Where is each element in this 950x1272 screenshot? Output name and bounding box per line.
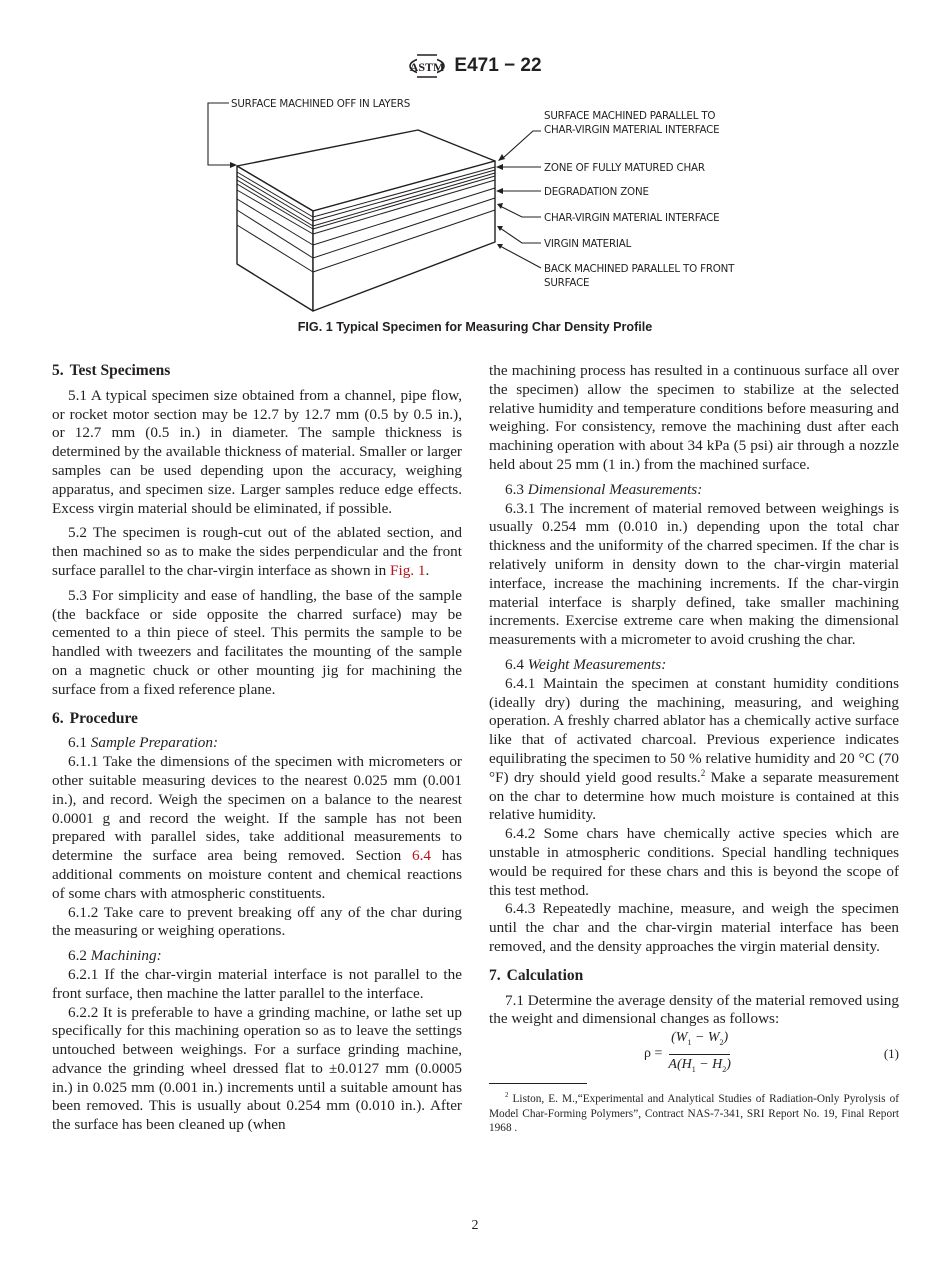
paragraph-6-4-2: 6.4.2 Some chars have chemically active species which are unstable in atmospheric conditions. Special handling techniques would be required for these chars and this is beyond the scope of this test method.: [489, 825, 899, 899]
label-surface-parallel-2: CHAR-VIRGIN MATERIAL INTERFACE: [544, 124, 720, 136]
section-6-heading: 6. Procedure: [52, 709, 138, 727]
paragraph-6-1-2: 6.1.2 Take care to prevent breaking off any of the char during the measuring or weighing operations.: [52, 903, 462, 940]
svg-text:ASTM: ASTM: [410, 60, 445, 74]
label-surface-machined-off: SURFACE MACHINED OFF IN LAYERS: [231, 98, 411, 110]
paragraph-6-4: 6.4 Weight Measurements:: [505, 655, 667, 673]
equation-1: [489, 1030, 899, 1075]
paragraph-6-1: 6.1 Sample Preparation:: [68, 734, 219, 752]
label-degradation-zone: DEGRADATION ZONE: [544, 186, 649, 198]
figure-1-specimen-diagram: [200, 90, 760, 320]
left-column: [52, 362, 462, 1135]
label-virgin-material: VIRGIN MATERIAL: [544, 238, 632, 250]
paragraph-5-1: 5.1 A typical specimen size obtained from a channel, pipe flow, or rocket motor section may be 12.7 by 12.7 mm (0.5 by 0.5 in.), or 12.7 mm (0.5 in.) in diameter. The sample thickness is determined by the available thickness of material. Smaller or larger samples can be used depending upon the accuracy, weighing apparatus, and specimen size. Larger samples reduce edge effects. Excess virgin material should be eliminated, if possible.: [52, 386, 462, 517]
section-7-heading: 7. Calculation: [489, 966, 584, 984]
paragraph-5-3: 5.3 For simplicity and ease of handling, the base of the sample (the backface or side opposite the charred surface) may be cemented to a thin piece of steel. This permits the sample to be handled with tweezers and facilitates the mounting of the sample on a magnetic chuck or other mounting jig for machining the surface from a fixed reference plane.: [52, 586, 462, 698]
label-zone-matured-char: ZONE OF FULLY MATURED CHAR: [544, 162, 705, 174]
paragraph-7-1: 7.1 Determine the average density of the material removed using the weight and dimensional changes as follows:: [489, 991, 899, 1028]
equation-number: (1): [883, 1046, 899, 1062]
paragraph-6-4-3: 6.4.3 Repeatedly machine, measure, and weigh the specimen until the char and the char-virgin material interface has been removed, and the density approaches the virgin material density.: [489, 900, 899, 955]
paragraph-6-2-1: 6.2.1 If the char-virgin material interface is not parallel to the front surface, then machine the latter parallel to the interface.: [52, 965, 462, 1002]
equation-lhs: ρ =: [644, 1045, 663, 1061]
page-number: 2: [471, 1218, 479, 1233]
fig-1-link[interactable]: Fig. 1: [390, 561, 426, 579]
paragraph-6-2: 6.2 Machining:: [68, 947, 162, 965]
label-back-machined-1: BACK MACHINED PARALLEL TO FRONT: [544, 263, 735, 275]
paragraph-6-3: 6.3 Dimensional Measurements:: [505, 480, 703, 498]
footnote-2: $^2$ Liston, E. M.,“Experimental and Analytical Studies of Radiation-Only Pyrolysis of Model Char-Forming Polymers”, Contract NAS-7-341, SRI Report No. 19, Final Report 1968 .: [489, 1091, 899, 1135]
paragraph-6-2-2-continued: the machining process has resulted in a continuous surface all over the specimen) allow the specimen to stabilize at the selected relative humidity and temperature conditions before measuring and weighing. For consistency, remove the machining dust after each machining operation with about 34 kPa (5 psi) air through a nozzle held about 25 mm (1 in.) from the machined surface.: [489, 362, 899, 473]
right-column: [489, 362, 899, 1136]
equation-numerator: $(W_1 - W_2)$: [669, 1029, 730, 1055]
figure-caption: FIG. 1 Typical Specimen for Measuring Char Density Profile: [297, 320, 653, 334]
paragraph-6-1-1: 6.1.1 Take the dimensions of the specimen with micrometers or other suitable measuring devices to the nearest 0.025 mm (0.001 in.), and record. Weigh the specimen on a balance to the nearest 0.0001 g and record the weight. If the sample has not been prepared with parallel sides, take additional measurements to determine the surface area being removed. Section 6.4 has additional comments on moisture content and chemical reactions of some chars with atmospheric constituents.: [52, 753, 462, 902]
equation-fraction: [668, 1029, 731, 1079]
label-char-virgin-interface: CHAR-VIRGIN MATERIAL INTERFACE: [544, 212, 720, 224]
page-header: [0, 52, 950, 85]
paragraph-6-3-1: 6.3.1 The increment of material removed between weighings is usually 0.254 mm (0.010 in.) depending upon the total char thickness and the uniformity of the charred specimen. If the char is relatively uniform in density down to the char-virgin material interface, increase the machining increments. If the char-virgin material interface is sharply defined, take smaller machining increments. Exercise extreme care when making the dimensional measurements with a micrometer to avoid crushing the char.: [489, 499, 899, 649]
standard-designation: E471 − 22: [454, 55, 542, 76]
label-back-machined-2: SURFACE: [544, 277, 590, 289]
equation-denominator: $A(H_1 - H_2)$: [668, 1056, 731, 1074]
section-6-4-link[interactable]: 6.4: [412, 847, 431, 865]
paragraph-6-4-1: 6.4.1 Maintain the specimen at constant humidity conditions (ideally dry) during the machining, measuring, and weighing operation. A freshly charred ablator has a chemically active surface like that of activated charcoal. Previous experience indicates equilibrating the specimen to 50 % relative humidity and 20 °C (70 °F) dry should yield good results.$^2$ Make a separate measurement on the char to determine how much moisture is contained at this relative humidity.: [489, 674, 899, 824]
section-5-heading: 5. Test Specimens: [52, 362, 171, 379]
label-surface-parallel-1: SURFACE MACHINED PARALLEL TO: [544, 110, 716, 122]
paragraph-5-2: 5.2 The specimen is rough-cut out of the ablated section, and then machined so as to make the sides perpendicular and the front surface parallel to the char-virgin interface as shown in Fig. 1.: [52, 524, 462, 579]
paragraph-6-2-2: 6.2.2 It is preferable to have a grinding machine, or lathe set up specifically for this machining operation so as to leave the settings untouched between weighings. For a surface grinding machine, advance the grinding wheel dressed flat to ±0.0127 mm (0.0005 in.) in 0.025 mm (0.001 in.) increments until a suitable amount has been removed. This is usually about 0.254 mm (0.010 in.). After the surface has been cleaned up (when: [52, 1003, 462, 1134]
footnote-ref-2[interactable]: 2: [700, 767, 706, 778]
astm-logo-icon: [408, 52, 446, 80]
footnote-divider: [489, 1083, 587, 1084]
